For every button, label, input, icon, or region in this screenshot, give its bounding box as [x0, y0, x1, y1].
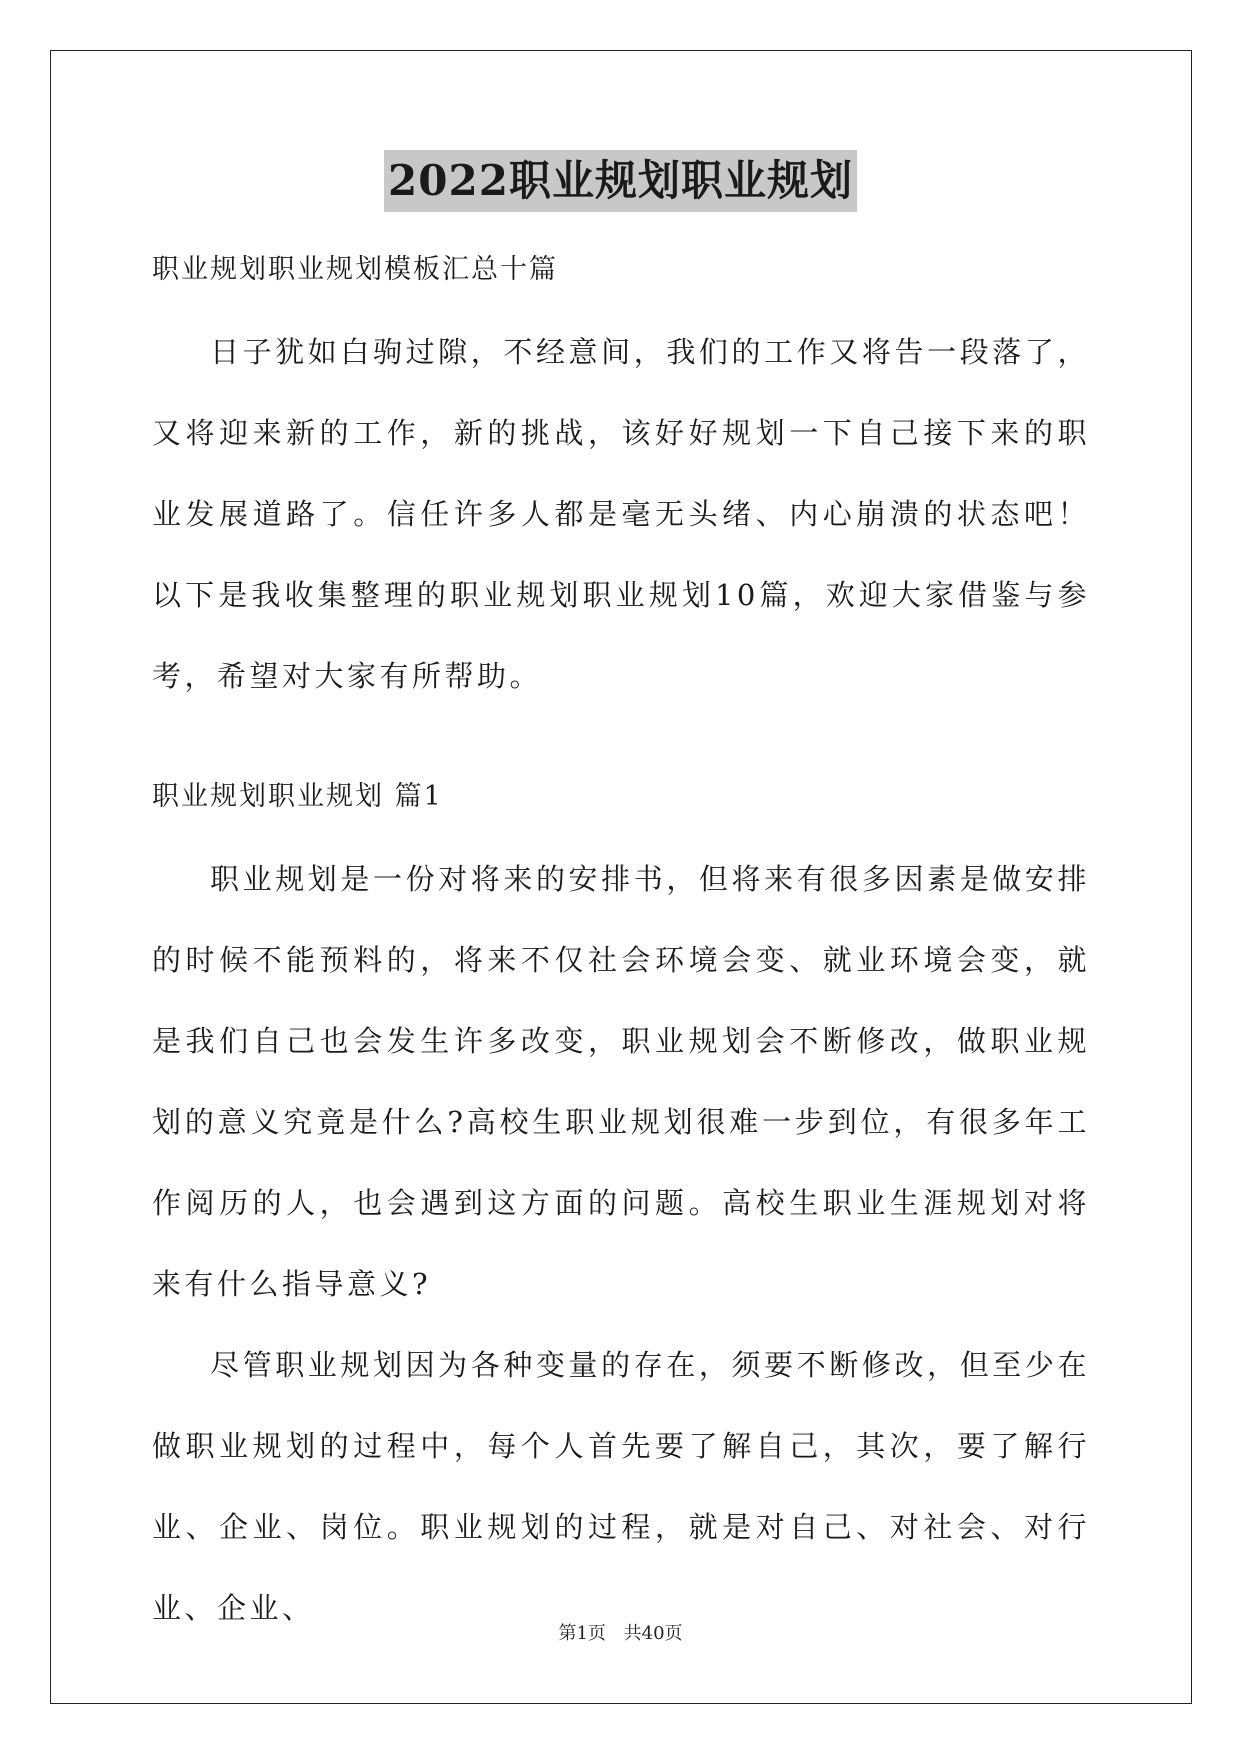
title-container: [0, 150, 1241, 212]
section-spacer: [152, 717, 1090, 773]
document-body: [152, 246, 1090, 1649]
page-number: 第1页: [558, 1623, 606, 1644]
document-title: 2022职业规划职业规划: [384, 150, 857, 212]
body-paragraph: 尽管职业规划因为各种变量的存在，须要不断修改，但至少在做职业规划的过程中，每个人首先要了解自己，其次，要了解行业、企业、岗位。职业规划的过程，就是对自己、对社会、对行业、企业、: [152, 1348, 1090, 1625]
intro-paragraph: 日子犹如白驹过隙，不经意间，我们的工作又将告一段落了，又将迎来新的工作，新的挑战，该好好规划一下自己接下来的职业发展道路了。信任许多人都是毫无头绪、内心崩溃的状态吧！以下是我收集整理的职业规划职业规划10篇，欢迎大家借鉴与参考，希望对大家有所帮助。: [152, 335, 1090, 693]
section-heading: 职业规划职业规划 篇1: [152, 781, 443, 812]
intro-heading: 职业规划职业规划模板汇总十篇: [152, 254, 558, 285]
body-paragraph: 职业规划是一份对将来的安排书，但将来有很多因素是做安排的时候不能预料的，将来不仅社会环境会变、就业环境会变，就是我们自己也会发生许多改变，职业规划会不断修改，做职业规划的意义究竟是什么?高校生职业规划很难一步到位，有很多年工作阅历的人，也会遇到这方面的问题。高校生职业生涯规划对将来有什么指导意义?: [152, 862, 1090, 1301]
page-footer: [0, 1622, 1241, 1646]
page-total: 共40页: [623, 1623, 683, 1644]
